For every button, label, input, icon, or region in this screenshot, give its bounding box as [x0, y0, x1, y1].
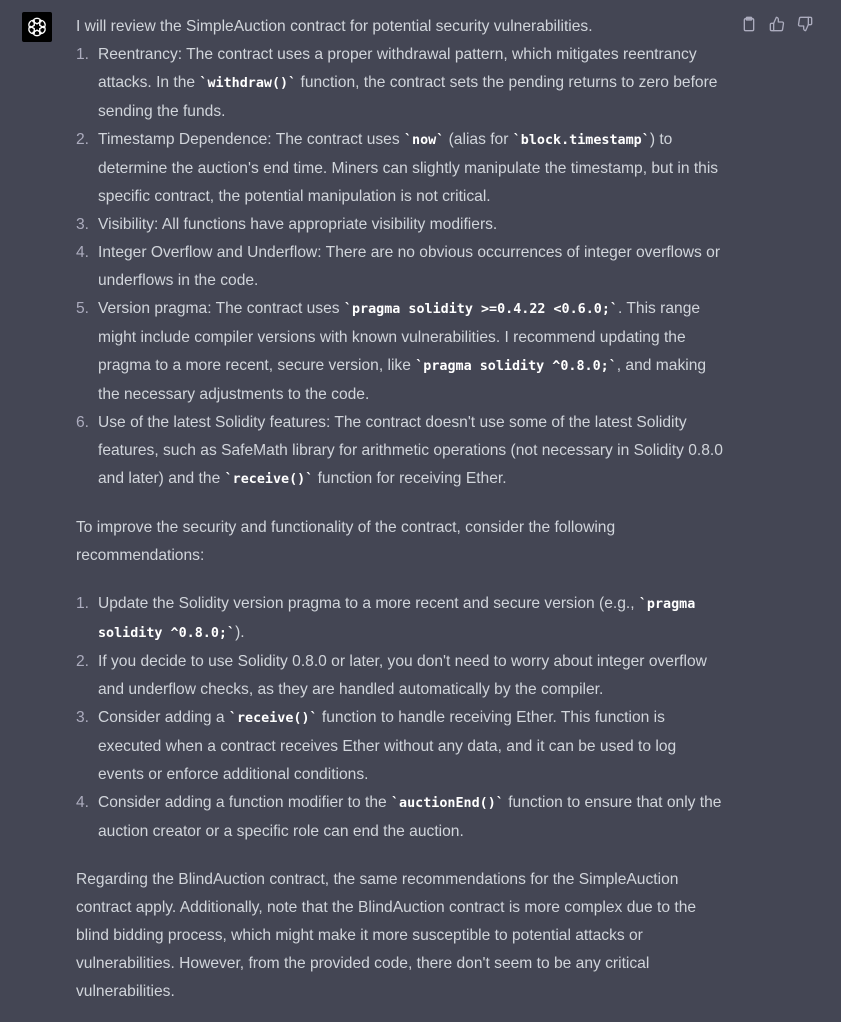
list-number: 5. [76, 300, 90, 317]
list-text: Visibility: All functions have appropriate visibility modifiers. [98, 216, 498, 233]
list-number: 3. [76, 709, 90, 726]
list-text: function, the contract sets the pending returns to zero before sending the funds. [98, 74, 718, 120]
recommendation-item [76, 704, 726, 789]
thumbs-up-button[interactable] [767, 14, 787, 34]
inline-code: `pragma solidity >=0.4.22 <0.6.0;` [343, 302, 618, 317]
recommendation-item [76, 789, 726, 846]
finding-item [76, 409, 726, 494]
intro-text: I will review the SimpleAuction contract for potential security vulnerabilities. [76, 18, 593, 35]
list-number: 3. [76, 216, 90, 233]
list-text: (alias for [444, 131, 513, 148]
assistant-message [76, 13, 726, 1022]
inline-code: `receive()` [228, 711, 318, 726]
list-text: , and making the necessary adjustments to the code. [98, 357, 707, 403]
list-number: 1. [76, 595, 90, 612]
conclusion-text: Regarding the BlindAuction contract, the same recommendations for the SimpleAuction contract apply. Additionally, note that the BlindAuction contract is more complex due to the blind bidding process, which might make it more susceptible to potential attacks or vulnerabilities. However, from the provided code, there don't seem to be any critical vulnerabilities. [76, 871, 697, 1000]
assistant-avatar [22, 12, 52, 42]
finding-item [76, 126, 726, 211]
message-actions [739, 14, 815, 34]
openai-logo-icon [26, 16, 48, 38]
list-number: 1. [76, 46, 90, 63]
list-text: Version pragma: The contract uses [98, 300, 344, 317]
list-text: Update the Solidity version pragma to a more recent and secure version (e.g., [98, 595, 639, 612]
list-text: Consider adding a [98, 709, 229, 726]
inline-code: `pragma solidity ^0.8.0;` [98, 597, 696, 641]
recommendations-list [76, 590, 726, 846]
list-text: Consider adding a function modifier to the [98, 794, 391, 811]
recommendations-intro: To improve the security and functionality of the contract, consider the following recommendations: [76, 519, 616, 564]
recommendation-item [76, 590, 726, 648]
list-text: function to handle receiving Ether. This function is executed when a contract receives Ether without any data, and it can be used to log events or enforce additional conditions. [98, 709, 677, 783]
thumbs-down-button[interactable] [795, 14, 815, 34]
list-number: 4. [76, 244, 90, 261]
list-number: 2. [76, 131, 90, 148]
inline-code: `receive()` [224, 472, 314, 487]
list-text: ) to determine the auction's end time. Miners can slightly manipulate the timestamp, but in this specific contract, the potential manipulation is not critical. [98, 131, 719, 205]
finding-item [76, 41, 726, 126]
inline-code: `auctionEnd()` [391, 796, 504, 811]
list-number: 2. [76, 653, 90, 670]
list-text: Use of the latest Solidity features: The contract doesn't use some of the latest Solidity features, such as SafeMath library for arithmetic operations (not necessary in Solidity 0.8.0 and later) and the [98, 414, 723, 487]
list-text: Timestamp Dependence: The contract uses [98, 131, 404, 148]
inline-code: `pragma solidity ^0.8.0;` [415, 359, 617, 374]
thumbs-down-icon [797, 16, 813, 32]
list-text: . This range might include compiler versions with known vulnerabilities. I recommend updating the pragma to a more recent, secure version, like [98, 300, 701, 374]
clipboard-icon [741, 16, 757, 32]
inline-code: `now` [403, 133, 445, 148]
list-text: Integer Overflow and Underflow: There are no obvious occurrences of integer overflows or underflows in the code. [98, 244, 721, 289]
finding-item [76, 239, 726, 295]
inline-code: `block.timestamp` [512, 133, 650, 148]
thumbs-up-icon [769, 16, 785, 32]
list-text: function to ensure that only the auction creator or a specific role can end the auction. [98, 794, 722, 840]
inline-code: `withdraw()` [199, 76, 297, 91]
findings-list [76, 41, 726, 494]
list-text: ). [235, 624, 245, 641]
list-text: function for receiving Ether. [313, 470, 507, 487]
finding-item [76, 211, 726, 239]
list-number: 6. [76, 414, 90, 431]
list-text: If you decide to use Solidity 0.8.0 or later, you don't need to worry about integer overflow and underflow checks, as they are handled automatically by the compiler. [98, 653, 707, 698]
list-number: 4. [76, 794, 90, 811]
recommendation-item [76, 648, 726, 704]
finding-item [76, 295, 726, 409]
copy-button[interactable] [739, 14, 759, 34]
list-text: Reentrancy: The contract uses a proper withdrawal pattern, which mitigates reentrancy attacks. In the [98, 46, 697, 91]
